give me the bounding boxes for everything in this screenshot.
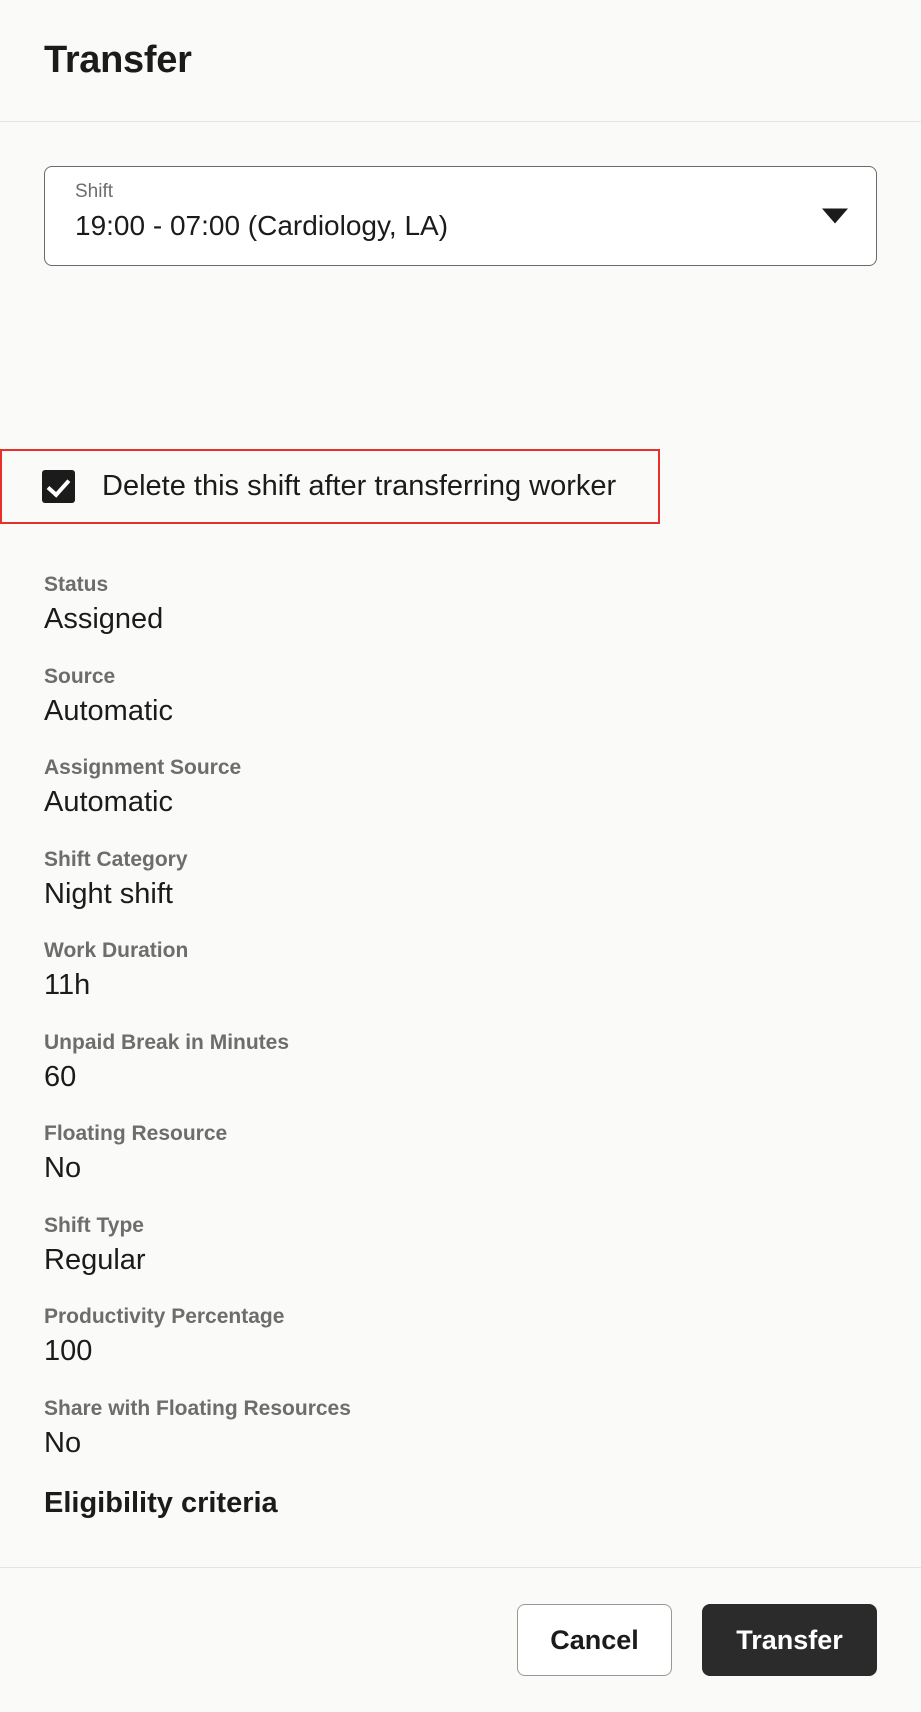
detail-label: Source — [44, 664, 116, 688]
chevron-down-icon[interactable] — [822, 209, 848, 224]
scroll-fade — [0, 1537, 921, 1567]
detail-label: Shift Category — [44, 847, 188, 871]
detail-value: Assigned — [44, 603, 164, 636]
detail-row — [44, 938, 877, 1004]
delete-shift-checkbox-label: Delete this shift after transferring worker — [102, 470, 617, 502]
detail-label: Shift Type — [44, 1213, 144, 1237]
detail-row — [44, 847, 877, 913]
dialog-footer — [0, 1567, 921, 1712]
detail-label: Assignment Source — [44, 756, 242, 779]
shift-select-label: Shift — [75, 181, 114, 202]
shift-details-list — [44, 572, 877, 1520]
detail-row — [44, 1213, 877, 1279]
detail-value: No — [44, 1426, 82, 1459]
detail-row — [44, 1396, 877, 1462]
page-title: Transfer — [44, 39, 192, 81]
detail-value: 60 — [44, 1060, 77, 1093]
detail-value: Automatic — [44, 786, 173, 819]
detail-label: Work Duration — [44, 939, 189, 962]
detail-label: Floating Resource — [44, 1122, 228, 1145]
detail-value: Regular — [44, 1243, 146, 1276]
cancel-button[interactable]: Cancel — [517, 1604, 672, 1676]
detail-row — [44, 664, 877, 730]
detail-value: No — [44, 1152, 82, 1185]
dialog-header — [0, 0, 921, 122]
detail-label: Share with Floating Resources — [44, 1396, 351, 1420]
detail-row — [44, 1121, 877, 1187]
detail-row — [44, 1304, 877, 1370]
shift-select[interactable] — [44, 166, 877, 266]
detail-value: Night shift — [44, 877, 173, 910]
detail-label: Unpaid Break in Minutes — [44, 1030, 290, 1054]
eligibility-criteria-heading: Eligibility criteria — [44, 1487, 278, 1519]
dialog-body — [0, 122, 921, 1567]
delete-shift-checkbox-row[interactable] — [0, 449, 660, 524]
shift-select-value: 19:00 - 07:00 (Cardiology, LA) — [75, 209, 449, 241]
detail-value: 100 — [44, 1335, 93, 1368]
detail-value: 11h — [44, 969, 91, 1002]
detail-row — [44, 755, 877, 821]
detail-row — [44, 572, 877, 638]
detail-label: Status — [44, 573, 109, 596]
checkbox-checked-icon[interactable] — [42, 470, 75, 503]
transfer-button[interactable]: Transfer — [702, 1604, 877, 1676]
detail-row — [44, 1030, 877, 1096]
detail-label: Productivity Percentage — [44, 1305, 285, 1328]
detail-value: Automatic — [44, 694, 173, 727]
